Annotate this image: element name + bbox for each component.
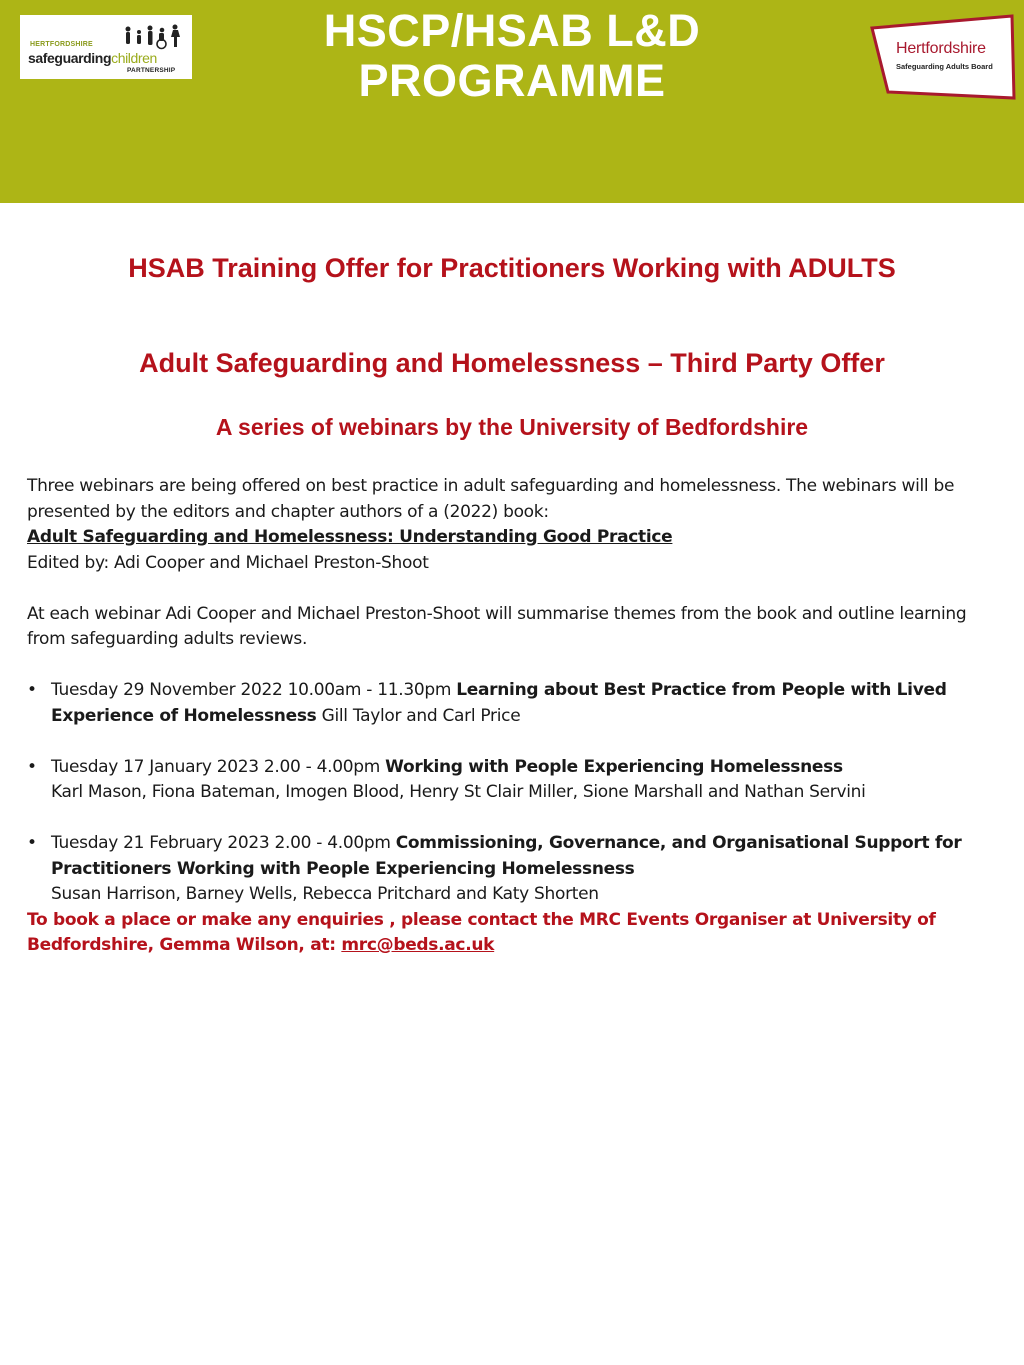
course-title-heading: Adult Safeguarding and Homelessness – Third Party Offer: [139, 348, 885, 378]
header-banner: [0, 0, 1024, 203]
series-heading: A series of webinars by the University of Bedfordshire: [215, 414, 809, 440]
hsab-logo-frame: [868, 14, 1018, 102]
hsab-logo: [868, 14, 1018, 102]
edited-by: Edited by: Adi Cooper and Michael Preston-Shoot: [27, 552, 429, 573]
logo-main-part1: safeguarding: [28, 50, 112, 66]
bullet-icon: •: [27, 756, 37, 777]
book-title: Adult Safeguarding and Homelessness: Understanding Good Practice: [27, 527, 673, 547]
people-figures-icon: [122, 23, 184, 51]
hsab-logo-subtitle: Safeguarding Adults Board: [896, 62, 993, 71]
bullet-icon: •: [27, 680, 37, 700]
main-content: [27, 474, 1007, 959]
webinar-title: Learning about Best Practice from People with Lived Experience of Homelessness: [51, 680, 947, 726]
webinar-title: Working with People Experiencing Homelessness: [385, 756, 843, 777]
page-title-line1: HSCP/HSAB L&D: [323, 5, 701, 56]
webinar-list: [27, 678, 1007, 908]
webinar-item: [27, 755, 1007, 806]
contact-paragraph: [27, 908, 1007, 959]
webinar-date: Tuesday 21 February 2023 2.00 - 4.00pm: [51, 833, 391, 853]
page-title-line2: PROGRAMME: [358, 55, 666, 106]
bullet-icon: •: [27, 833, 37, 853]
training-offer-heading: HSAB Training Offer for Practitioners Working with ADULTS: [128, 253, 896, 283]
summary-paragraph: At each webinar Adi Cooper and Michael Preston-Shoot will summarise themes from the book and outline learning from safeguarding adults reviews.: [27, 603, 967, 649]
logo-county-text: HERTFORDSHIRE: [30, 41, 93, 48]
webinar-title: Commissioning, Governance, and Organisational Support for Practitioners Working with People Experiencing Homelessness: [51, 833, 962, 879]
page-title: [250, 6, 774, 106]
contact-email-link[interactable]: mrc@beds.ac.uk: [341, 935, 495, 955]
webinar-speakers: Gill Taylor and Carl Price: [321, 705, 521, 726]
hsab-logo-name: Hertfordshire: [896, 40, 986, 57]
webinar-date: Tuesday 29 November 2022 10.00am - 11.30pm: [51, 680, 452, 700]
webinar-date: Tuesday 17 January 2023 2.00 - 4.00pm: [51, 756, 381, 777]
hscp-logo: [20, 15, 192, 79]
logo-partnership-text: PARTNERSHIP: [127, 67, 176, 74]
webinar-speakers: Karl Mason, Fiona Bateman, Imogen Blood, Henry St Clair Miller, Sione Marshall and Nathan Servini: [51, 782, 866, 802]
webinar-speakers: Susan Harrison, Barney Wells, Rebecca Pritchard and Katy Shorten: [51, 884, 599, 904]
webinar-item: [27, 831, 1007, 908]
contact-text: To book a place or make any enquiries , please contact the MRC Events Organiser at University of Bedfordshire, Gemma Wilson, at:: [27, 909, 936, 955]
intro-paragraph: Three webinars are being offered on best practice in adult safeguarding and homelessness. The webinars will be presented by the editors and chapter authors of a (2022) book:: [27, 476, 955, 522]
webinar-item: [27, 678, 1007, 729]
logo-main-text: [28, 50, 157, 66]
logo-main-part2: children: [111, 50, 157, 66]
